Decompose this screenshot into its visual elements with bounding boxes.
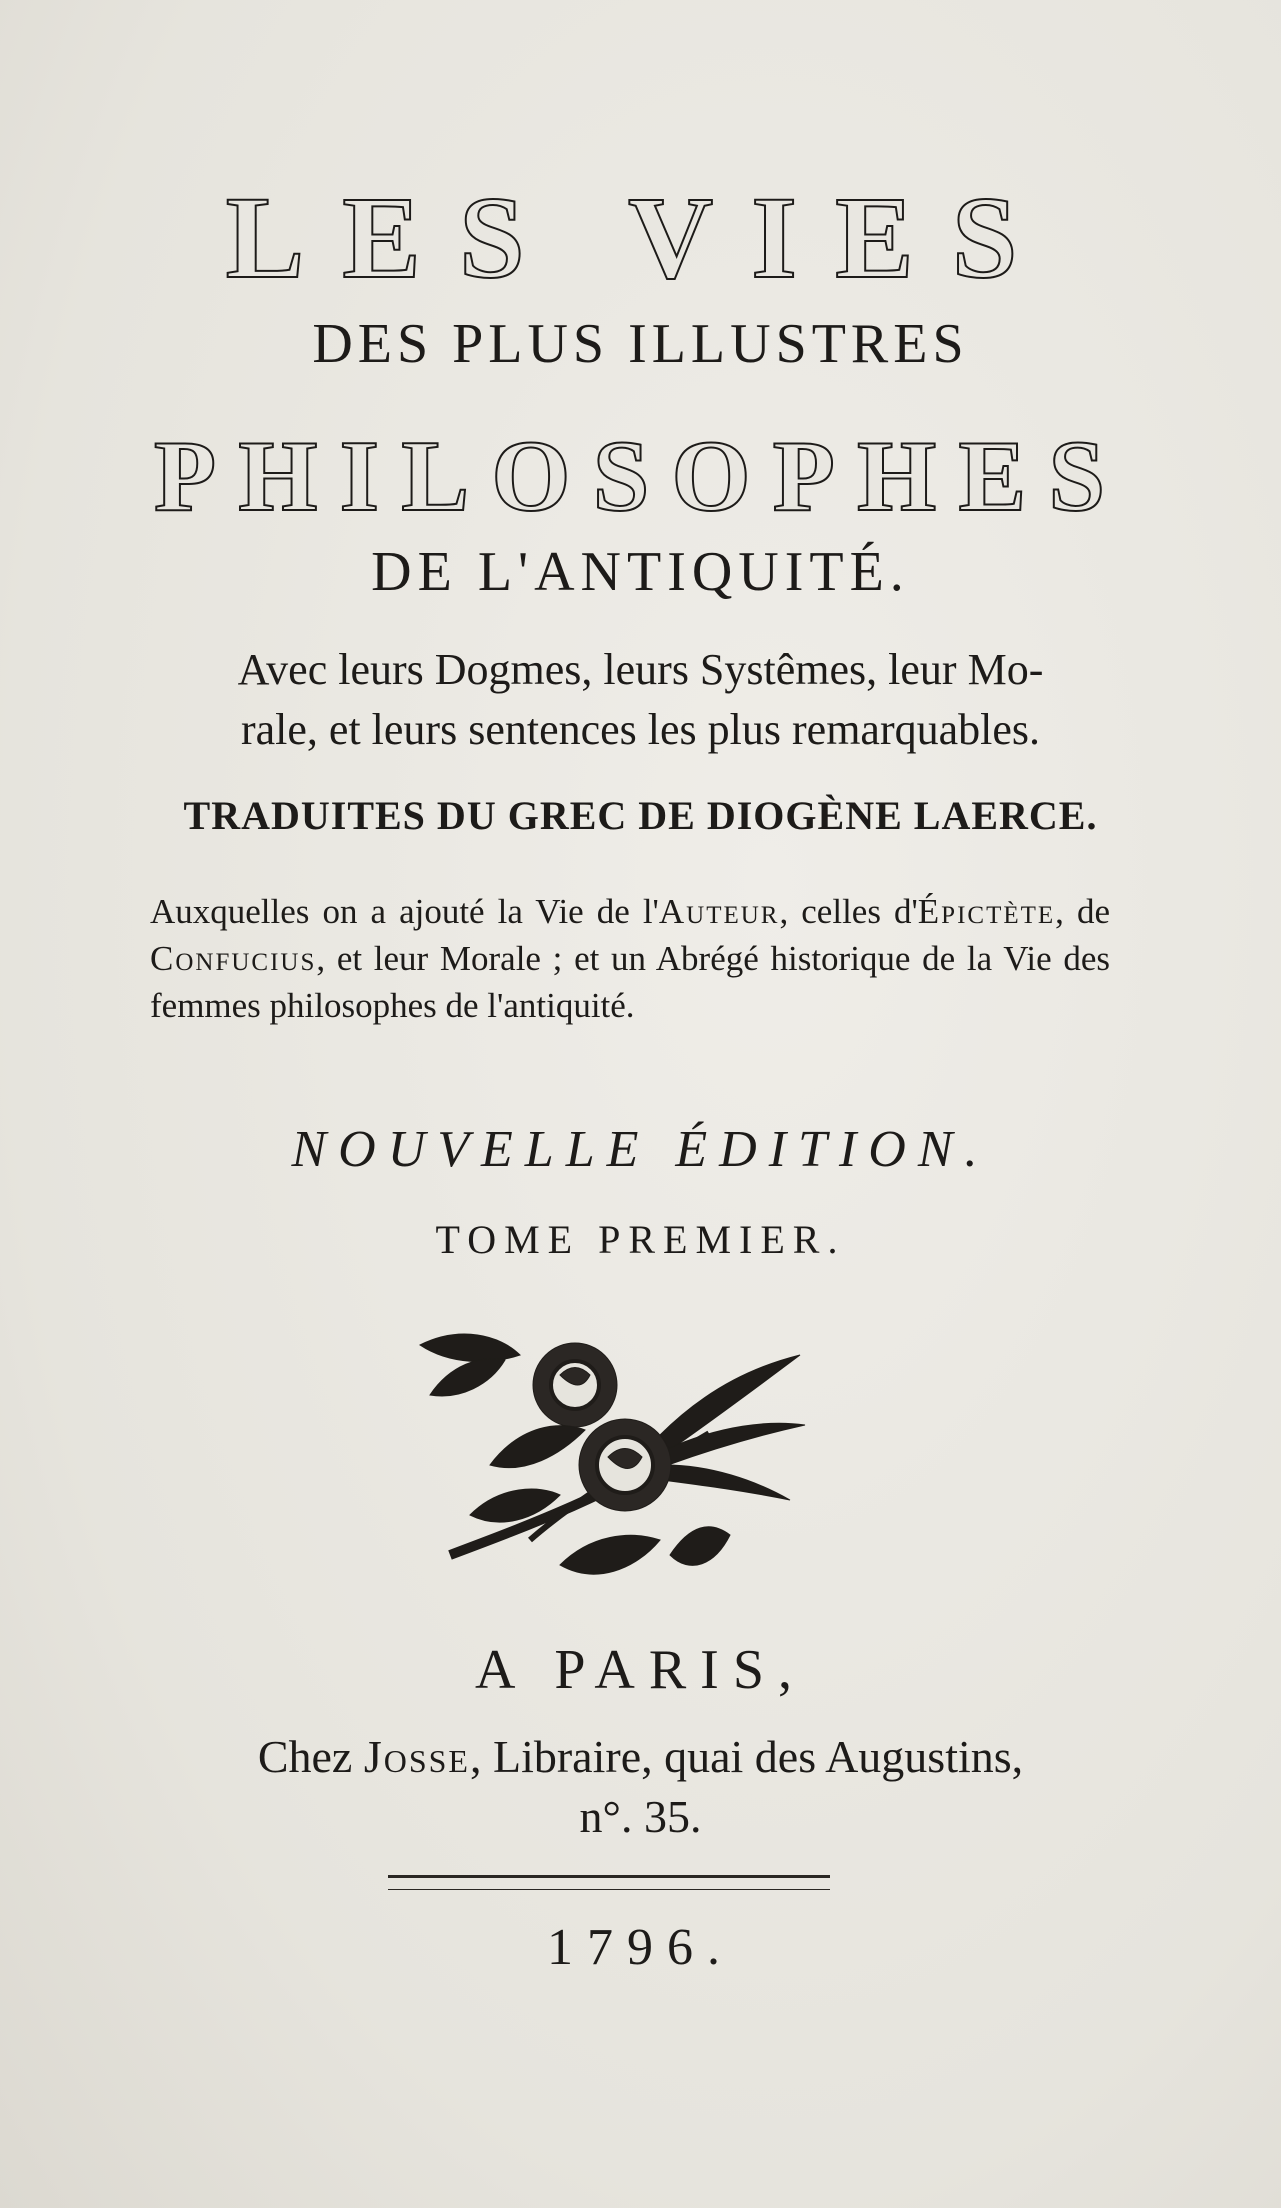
imprint-publisher: Josse	[363, 1731, 470, 1782]
description	[0, 640, 1281, 760]
title-les-vies: LES VIES	[225, 172, 1056, 303]
imprint-number: n°. 35.	[579, 1791, 702, 1842]
additions-text-3: , de	[1055, 892, 1110, 931]
additions-text-2: , celles d'	[779, 892, 918, 931]
description-line-1: Avec leurs Dogmes, leurs Systêmes, leur Mo-	[237, 645, 1044, 694]
volume-statement: TOME PREMIER.	[435, 1217, 846, 1262]
imprint-chez: Chez	[257, 1731, 364, 1782]
double-rule-divider	[388, 1875, 830, 1890]
additions-paragraph	[150, 888, 1110, 1029]
additions-text-4: , et leur Morale ; et un Abrégé historique de la Vie des femmes philosophes de l'antiquité.	[150, 939, 1110, 1025]
additions-text-1: Auxquelles on a ajouté la Vie de l'	[150, 892, 659, 931]
imprint-city: A PARIS,	[475, 1639, 806, 1701]
additions-epictete: Épictète	[917, 892, 1056, 931]
description-line-2: rale, et leurs sentences les plus remarquables.	[240, 705, 1041, 754]
additions-auteur: Auteur	[658, 892, 780, 931]
publication-year: 1796.	[547, 1919, 734, 1976]
title-de-l-antiquite: DE L'ANTIQUITÉ.	[371, 541, 910, 603]
translation-statement: TRADUITES DU GREC DE DIOGÈNE LAERCE.	[183, 793, 1098, 838]
title-philosophes: PHILOSOPHES	[153, 420, 1128, 533]
additions-confucius: Confucius	[150, 939, 317, 978]
title-des-plus-illustres: DES PLUS ILLUSTRES	[312, 313, 969, 375]
floral-bouquet-vignette-icon	[410, 1325, 810, 1595]
imprint-address: , Libraire, quai des Augustins,	[469, 1731, 1024, 1782]
edition-statement: NOUVELLE ÉDITION.	[291, 1121, 990, 1178]
imprint-publisher-line	[0, 1730, 1281, 1783]
